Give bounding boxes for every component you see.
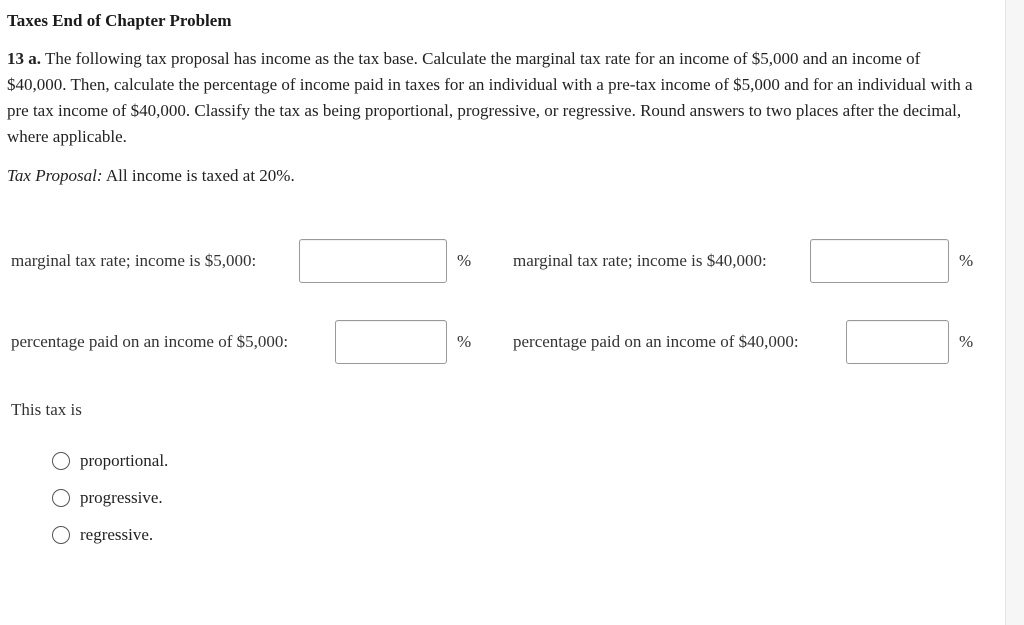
- marginal-40000-input[interactable]: [810, 239, 949, 283]
- marginal-5000-unit: %: [457, 251, 472, 270]
- scrollbar-track[interactable]: [1005, 0, 1024, 625]
- classification-lead: This tax is: [11, 400, 82, 419]
- radio-button[interactable]: [52, 452, 70, 470]
- radio-button[interactable]: [52, 489, 70, 507]
- problem-statement: [7, 46, 977, 150]
- radio-label-proportional[interactable]: proportional.: [80, 451, 169, 470]
- percent-5000-input[interactable]: [335, 320, 447, 364]
- radio-option-regressive[interactable]: [52, 524, 153, 546]
- problem-text: The following tax proposal has income as the tax base. Calculate the marginal tax rate for an income of $5,000 and an income of $40,000. Then, calculate the percentage of income paid in taxes for an individual with a pre-tax income of $5,000 and for an individual with a pre tax income of $40,000. Classify the tax as being proportional, progressive, or regressive. Round answers to two places after the decimal, where applicable.: [7, 49, 973, 146]
- tax-proposal-label: Tax Proposal:: [7, 166, 103, 185]
- marginal-40000-label: marginal tax rate; income is $40,000:: [513, 251, 767, 270]
- tax-proposal: [7, 166, 295, 186]
- marginal-5000-label: marginal tax rate; income is $5,000:: [11, 251, 257, 270]
- problem-number: 13 a.: [7, 49, 41, 68]
- marginal-5000-input[interactable]: [299, 239, 447, 283]
- tax-proposal-text: All income is taxed at 20%.: [105, 166, 295, 185]
- percent-5000-label: percentage paid on an income of $5,000:: [11, 332, 289, 351]
- marginal-40000-unit: %: [959, 251, 974, 270]
- radio-option-progressive[interactable]: [52, 487, 163, 509]
- percent-40000-label: percentage paid on an income of $40,000:: [513, 332, 799, 351]
- percent-40000-input[interactable]: [846, 320, 949, 364]
- radio-button[interactable]: [52, 526, 70, 544]
- radio-label-progressive[interactable]: progressive.: [80, 488, 163, 507]
- page-title: Taxes End of Chapter Problem: [7, 11, 232, 30]
- radio-label-regressive[interactable]: regressive.: [80, 525, 154, 544]
- radio-option-proportional[interactable]: [52, 450, 168, 472]
- percent-40000-unit: %: [959, 332, 974, 351]
- percent-5000-unit: %: [457, 332, 472, 351]
